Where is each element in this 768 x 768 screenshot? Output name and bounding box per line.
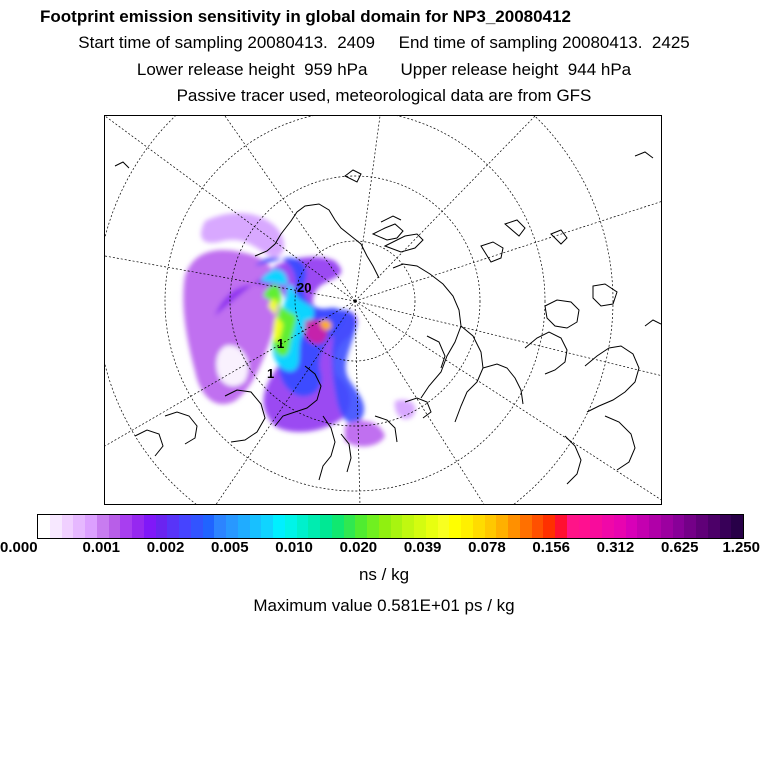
- colorbar-tick-label: 0.020: [339, 539, 378, 556]
- release-heights: [0, 60, 768, 80]
- colorbar-segment: [273, 515, 285, 538]
- colorbar-tick-label: 0.625: [660, 539, 699, 556]
- colorbar-segment: [144, 515, 156, 538]
- map-panel: [104, 115, 662, 505]
- colorbar-segment: [520, 515, 532, 538]
- colorbar-tick-label: 0.312: [596, 539, 635, 556]
- colorbar-segment: [203, 515, 215, 538]
- map-title: Footprint emission sensitivity in global domain for NP3_20080412: [40, 7, 571, 26]
- colorbar-segment: [297, 515, 309, 538]
- upper-release-text: Upper release height 944 hPa: [400, 60, 632, 79]
- colorbar-segment: [626, 515, 638, 538]
- colorbar-segment: [226, 515, 238, 538]
- start-sampling-text: Start time of sampling 20080413. 2409: [78, 33, 376, 52]
- colorbar-segment: [579, 515, 591, 538]
- colorbar-tick-label: 0.002: [146, 539, 185, 556]
- colorbar-segment: [567, 515, 579, 538]
- colorbar-segment: [708, 515, 720, 538]
- lower-release-text: Lower release height 959 hPa: [136, 60, 368, 79]
- colorbar-segment: [696, 515, 708, 538]
- colorbar-segment: [132, 515, 144, 538]
- colorbar-segment: [73, 515, 85, 538]
- colorbar-segment: [120, 515, 132, 538]
- colorbar-segment: [332, 515, 344, 538]
- colorbar-segment: [38, 515, 50, 538]
- colorbar-segment: [85, 515, 97, 538]
- colorbar-segment: [637, 515, 649, 538]
- colorbar-segment: [214, 515, 226, 538]
- colorbar-tick-label: 0.078: [468, 539, 506, 556]
- colorbar-segment: [461, 515, 473, 538]
- colorbar-segment: [391, 515, 403, 538]
- colorbar-segment: [496, 515, 508, 538]
- colorbar-segment: [250, 515, 262, 538]
- colorbar-segment: [532, 515, 544, 538]
- colorbar: [37, 514, 744, 539]
- colorbar-segment: [731, 515, 743, 538]
- colorbar-segment: [191, 515, 203, 538]
- trajectory-label: 1: [277, 336, 285, 351]
- colorbar-tick-label: 0.010: [275, 539, 313, 556]
- colorbar-segment: [426, 515, 438, 538]
- polar-map: [105, 116, 662, 505]
- colorbar-segment: [97, 515, 109, 538]
- colorbar-tick-label: 0.156: [532, 539, 570, 556]
- colorbar-segment: [449, 515, 461, 538]
- colorbar-tick-label: 0.000: [0, 539, 38, 556]
- sampling-times: [0, 33, 768, 53]
- colorbar-segment: [62, 515, 74, 538]
- colorbar-segment: [320, 515, 332, 538]
- colorbar-segment: [614, 515, 626, 538]
- colorbar-segment: [344, 515, 356, 538]
- colorbar-segment: [355, 515, 367, 538]
- colorbar-segment: [684, 515, 696, 538]
- colorbar-segment: [485, 515, 497, 538]
- colorbar-segment: [602, 515, 614, 538]
- colorbar-segment: [156, 515, 168, 538]
- colorbar-tick-label: 0.039: [403, 539, 442, 556]
- colorbar-segment: [308, 515, 320, 538]
- maximum-value: Maximum value 0.581E+01 ps / kg: [253, 596, 515, 615]
- colorbar-segment: [179, 515, 191, 538]
- colorbar-segment: [109, 515, 121, 538]
- colorbar-segment: [402, 515, 414, 538]
- colorbar-segment: [508, 515, 520, 538]
- trajectory-label: 20: [297, 280, 312, 295]
- colorbar-tick-label: 1.250: [722, 539, 760, 556]
- colorbar-segment: [543, 515, 555, 538]
- colorbar-segment: [238, 515, 250, 538]
- trajectory-label: 1: [267, 366, 275, 381]
- colorbar-unit: ns / kg: [358, 565, 410, 584]
- colorbar-segment: [473, 515, 485, 538]
- end-sampling-text: End time of sampling 20080413. 2425: [398, 33, 690, 52]
- colorbar-segment: [661, 515, 673, 538]
- colorbar-segment: [649, 515, 661, 538]
- colorbar-segment: [673, 515, 685, 538]
- colorbar-tick-label: 0.001: [82, 539, 121, 556]
- colorbar-segment: [555, 515, 567, 538]
- colorbar-tick-label: 0.005: [211, 539, 249, 556]
- colorbar-segment: [167, 515, 179, 538]
- tracer-info: Passive tracer used, meteorological data are from GFS: [176, 86, 592, 105]
- colorbar-segment: [379, 515, 391, 538]
- colorbar-segment: [438, 515, 450, 538]
- colorbar-segment: [720, 515, 732, 538]
- footprint-plume: [183, 213, 415, 446]
- colorbar-segment: [285, 515, 297, 538]
- colorbar-segment: [261, 515, 273, 538]
- colorbar-segment: [414, 515, 426, 538]
- colorbar-segment: [367, 515, 379, 538]
- colorbar-segment: [50, 515, 62, 538]
- colorbar-segment: [590, 515, 602, 538]
